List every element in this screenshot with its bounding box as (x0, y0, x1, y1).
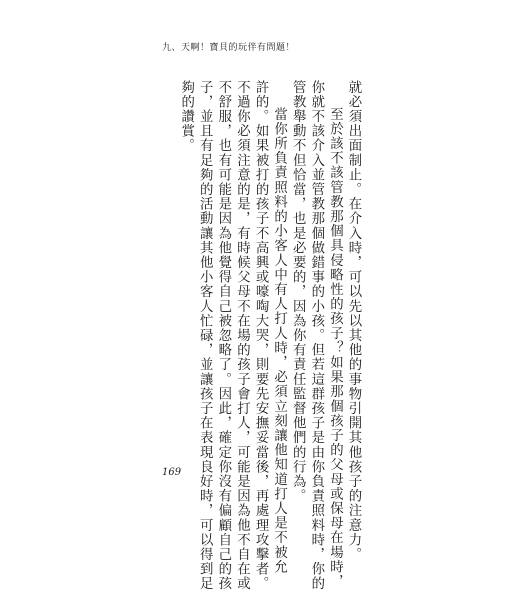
text-column-1: 就必須出面制止。在介入時，可以先以其他的事物引開其他孩子的注意力。 (346, 80, 361, 562)
page-number: 169 (162, 467, 182, 478)
text-column-8: 不舒服，也有可能是因為他覺得自己被忽略了。因此，確定你沒有偏顧自己的孩 (215, 80, 231, 591)
text-column-3: 你就不該介入並管教那個做錯事的小孩。但若這群孩子是由你負責照料時，你的 (308, 80, 324, 591)
running-head: 九、天啊！寶貝的玩伴有問題！ (162, 43, 296, 53)
text-column-4: 管教舉動不但恰當，也是必要的，因為你有責任監督他們的行為。 (290, 80, 306, 504)
text-column-9: 子，並且有足夠的活動讓其他小客人忙碌，並讓孩子在表現良好時，可以得到足 (197, 80, 213, 591)
text-column-2: 至於該不該管教那個具侵略性的孩子？如果那個孩子的父母或保母在場時， (327, 107, 343, 589)
text-column-5: 當你所負責照料的小客人中有人打人時，必須立刻讓他知道打人是不被允 (271, 107, 287, 575)
text-column-6: 許的。如果被打的孩子不高興或嚎啕大哭，則要先安撫妥當後，再處理攻擊者。 (253, 80, 269, 591)
text-column-7: 不過你必須注意的是，有時候父母不在場的孩子會打人，可能是因為他不自在或 (234, 80, 250, 591)
text-column-10: 夠的讚賞。 (178, 80, 194, 153)
